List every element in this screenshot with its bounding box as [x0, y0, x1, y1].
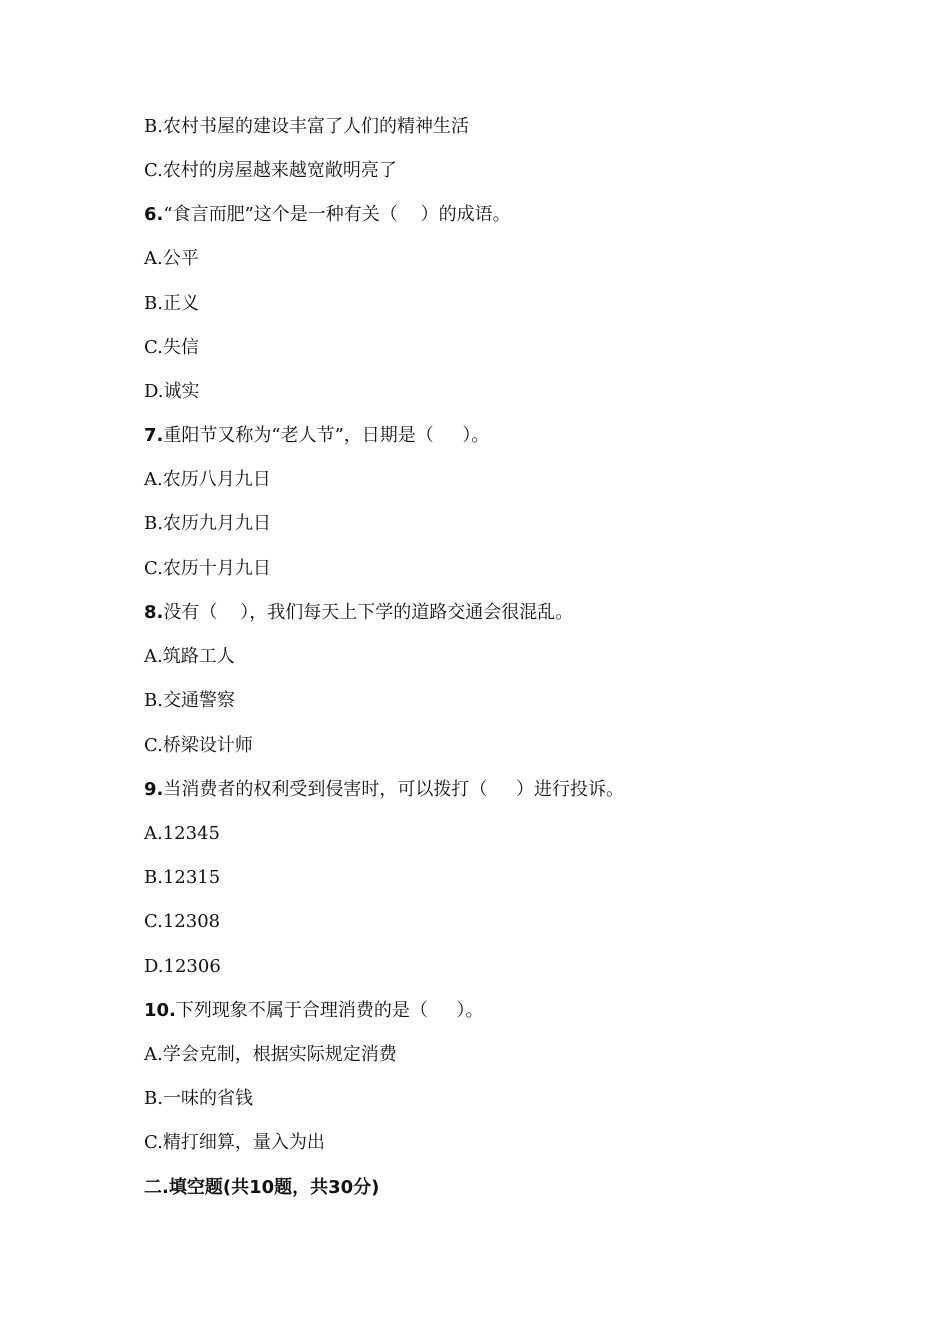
- option-7c: C.农历十月九日: [144, 558, 271, 579]
- question-text: 当消费者的权利受到侵害时，可以拨打（ ）进行投诉。: [163, 779, 624, 800]
- option-10b: B.一味的省钱: [144, 1088, 253, 1109]
- question-text: 下列现象不属于合理消费的是（ ）。: [175, 1000, 484, 1021]
- option-10a: A.学会克制，根据实际规定消费: [144, 1044, 397, 1065]
- option-8c: C.桥梁设计师: [144, 735, 253, 756]
- option-6a: A.公平: [144, 248, 199, 269]
- question-text: “食言而肥”这个是一种有关（ ）的成语。: [163, 204, 511, 225]
- option-7a: A.农历八月九日: [144, 469, 271, 490]
- option-10c: C.精打细算，量入为出: [144, 1132, 325, 1153]
- question-9: [144, 778, 624, 802]
- question-number: 7.: [144, 425, 164, 446]
- option-9a: A.12345: [144, 823, 220, 844]
- option-6d: D.诚实: [144, 381, 200, 402]
- option-8a: A.筑路工人: [144, 646, 235, 667]
- option-6c: C.失信: [144, 337, 199, 358]
- option-5b: B.农村书屋的建设丰富了人们的精神生活: [144, 116, 469, 137]
- question-number: 9.: [144, 779, 164, 800]
- question-text: 重阳节又称为“老人节”，日期是（ ）。: [163, 425, 490, 446]
- option-9b: B.12315: [144, 867, 221, 888]
- question-10: [144, 999, 484, 1023]
- question-8: [144, 601, 573, 625]
- question-6: [144, 203, 511, 227]
- question-number: 8.: [144, 602, 164, 623]
- question-7: [144, 424, 489, 448]
- section-heading: 二.填空题(共10题，共30分): [144, 1177, 380, 1198]
- option-9c: C.12308: [144, 911, 221, 932]
- option-6b: B.正义: [144, 293, 199, 314]
- option-8b: B.交通警察: [144, 690, 235, 711]
- option-9d: D.12306: [144, 956, 221, 977]
- question-number: 10.: [144, 1000, 176, 1021]
- option-7b: B.农历九月九日: [144, 513, 271, 534]
- question-text: 没有（ ），我们每天上下学的道路交通会很混乱。: [163, 602, 574, 623]
- option-5c: C.农村的房屋越来越宽敞明亮了: [144, 160, 397, 181]
- question-number: 6.: [144, 204, 164, 225]
